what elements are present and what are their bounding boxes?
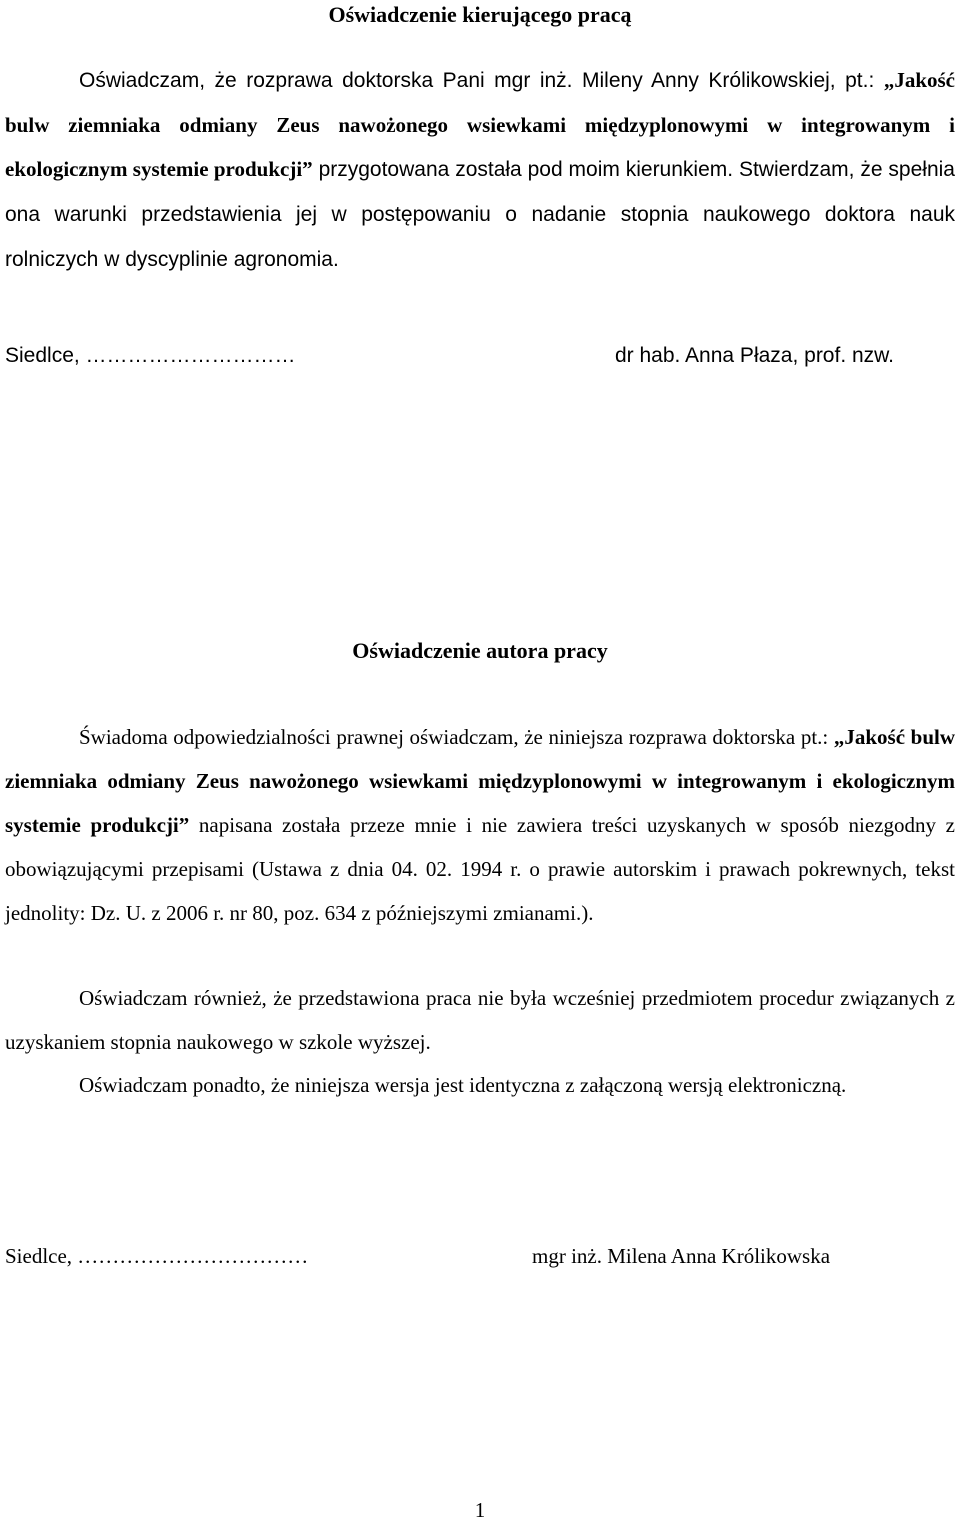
author-statement-paragraph-3 (5, 1063, 955, 1107)
author-statement-body: napisana została przeze mnie i nie zawiera treści uzyskanych w sposób niezgodny z obowiązującymi przepisami (Ustawa z dnia 04. 02. 1994 r. o prawie autorskim i prawach pokrewnych, tekst jednolity: Dz. U. z 2006 r. nr 80, poz. 634 z późniejszymi zmianami.). (5, 813, 955, 925)
author-statement-title: Oświadczenie autora pracy (352, 638, 608, 663)
supervisor-intro: Oświadczam, że rozprawa doktorska Pani mgr inż. Mileny Anny Królikowskiej, pt.: (79, 69, 884, 92)
supervisor-statement-paragraph (5, 58, 955, 282)
page-number: 1 (474, 1498, 486, 1522)
supervisor-statement-title: Oświadczenie kierującego pracą (328, 2, 632, 27)
supervisor-place-date: Siedlce, ………………………… (5, 344, 296, 367)
author-signatory: mgr inż. Milena Anna Królikowska (532, 1244, 831, 1268)
thesis-title: „Jakość bulw ziemniaka odmiany Zeus nawożonego wsiewkami międzyplonowymi w integrowanym i ekologicznym systemie produkcji” (5, 68, 955, 181)
supervisor-statement-body: przygotowana została pod moim kierunkiem. Stwierdzam, że spełnia ona warunki przedstawienia jej w postępowaniu o nadanie stopnia naukowego doktora nauk rolniczych w dyscyplinie agronomia. (5, 158, 955, 271)
author-statement-paragraph (5, 715, 955, 935)
thesis-title: „Jakość bulw ziemniaka odmiany Zeus nawożonego wsiewkami międzyplonowymi w integrowanym i ekologicznym systemie produkcji” (5, 725, 955, 837)
supervisor-signatory: dr hab. Anna Płaza, prof. nzw. (615, 344, 895, 367)
author-statement-paragraph-2 (5, 976, 955, 1064)
author-statement-2-text: Oświadczam również, że przedstawiona praca nie była wcześniej przedmiotem procedur związanych z uzyskaniem stopnia naukowego w szkole wyższej. (5, 986, 955, 1054)
author-place-date: Siedlce, …………………………… (5, 1244, 309, 1268)
author-intro: Świadoma odpowiedzialności prawnej oświadczam, że niniejsza rozprawa doktorska pt.: (79, 725, 834, 749)
author-statement-3-text: Oświadczam ponadto, że niniejsza wersja jest identyczna z załączoną wersją elektroniczną. (79, 1073, 847, 1097)
